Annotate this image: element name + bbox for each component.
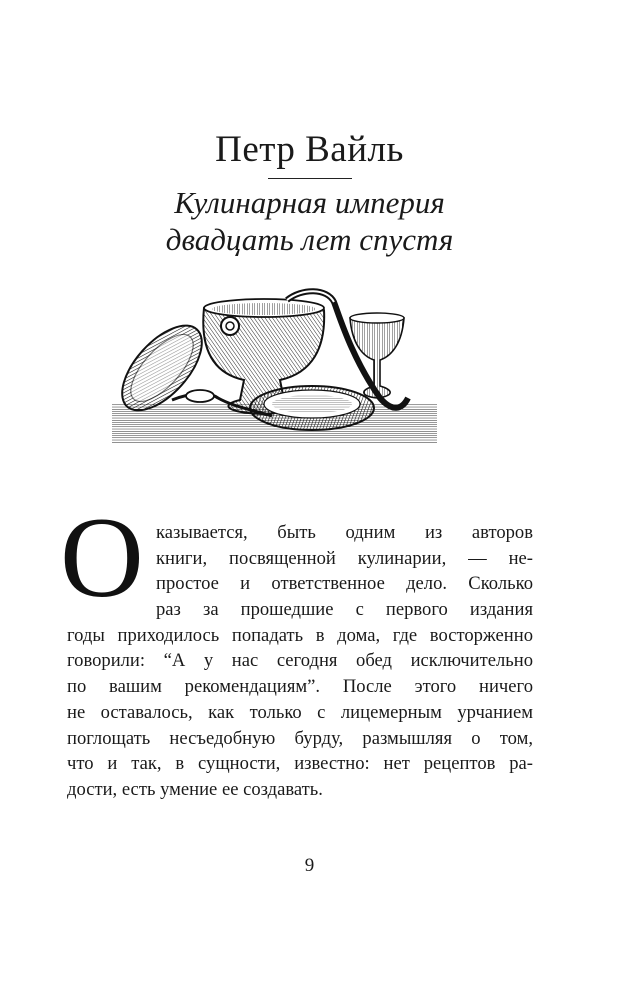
chapter-title [0, 184, 619, 258]
drop-cap: О [60, 494, 144, 622]
text-line: поглощать несъедобную бурду, размышляя о том, [67, 727, 533, 749]
text-line: годы приходилось попадать в дома, где восторженно [67, 624, 533, 646]
text-line: раз за прошедшие с первого издания [156, 599, 533, 621]
text-line: простое и ответственное дело. Сколько [156, 573, 533, 595]
text-line: говорили: “А у нас сегодня обед исключительно [67, 650, 533, 672]
text-line: что и так, в сущности, известно: нет рецептов ра- [67, 753, 533, 775]
text-line: дости, есть умение ее создавать. [67, 778, 323, 800]
title-line-2: двадцать лет спустя [165, 222, 454, 257]
title-line-1: Кулинарная империя [174, 185, 445, 220]
page-number: 9 [304, 855, 315, 876]
text-line: не оставалось, как только с лицемерным урчанием [67, 701, 533, 723]
body-paragraph [67, 520, 533, 803]
text-line: по вашим рекомендациям”. После этого ничего [67, 676, 533, 698]
author-name: Петр Вайль [215, 129, 404, 170]
text-line: книги, посвященной кулинарии, — не- [156, 547, 533, 569]
title-divider [268, 178, 352, 179]
tableware-engraving-icon [112, 288, 437, 443]
text-line: казывается, быть одним из авторов [156, 522, 533, 543]
